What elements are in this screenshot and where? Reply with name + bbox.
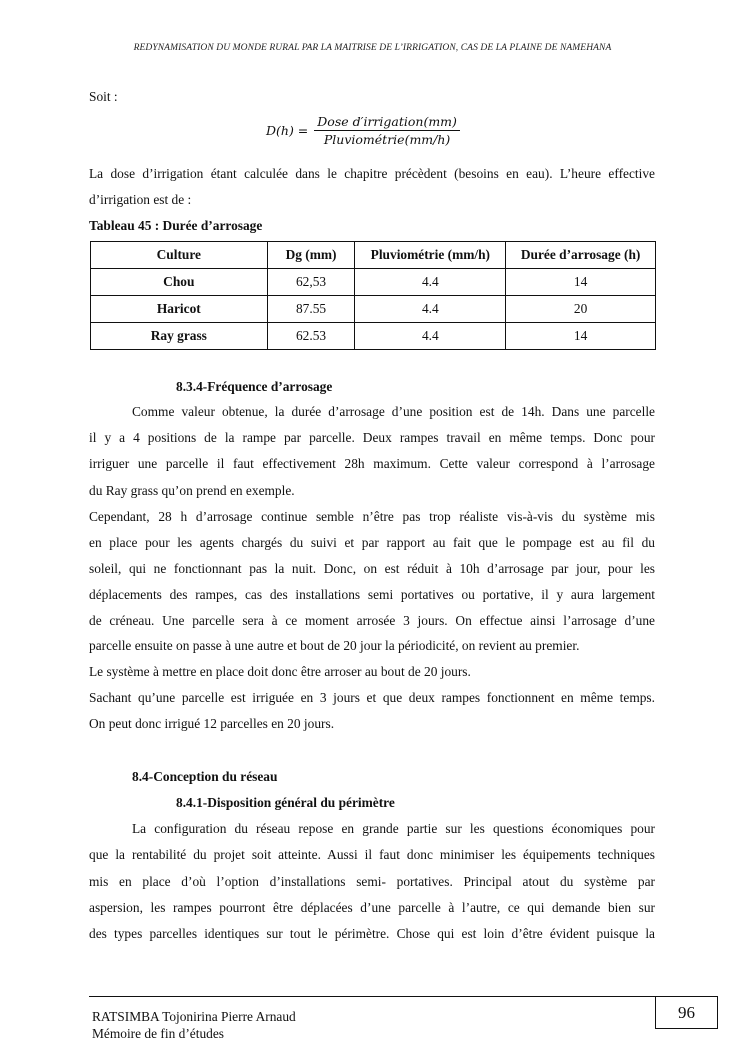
s84-line-5: des types parcelles identiques sur tout le périmètre. Chose qui est loin d’être évident puisque la (89, 926, 655, 941)
formula-lhs: D(h) = (266, 123, 309, 138)
s834-line-5: Cependant, 28 h d’arrosage continue semble n’être pas trop réaliste vis-à-vis du système mis (89, 509, 655, 524)
duration-table (90, 241, 656, 350)
section-841-title: 8.4.1-Disposition général du périmètre (176, 795, 395, 810)
table-row (91, 269, 656, 296)
cell-pluviometrie: 4.4 (355, 296, 506, 323)
s834-line-12: Sachant qu’une parcelle est irriguée en 3 jours et que deux rampes fonctionnent en même temps. (89, 690, 655, 705)
running-header: REDYNAMISATION DU MONDE RURAL PAR LA MAITRISE DE L’IRRIGATION, CAS DE LA PLAINE DE NAMEHANA (133, 43, 612, 53)
cell-culture: Ray grass (91, 323, 268, 350)
footer-rule (89, 996, 655, 997)
s834-line-1: Comme valeur obtenue, la durée d’arrosage d’une position est de 14h. Dans une parcelle (132, 404, 655, 419)
intro-line-2: d’irrigation est de : (89, 192, 192, 207)
s84-line-3: mis en place d’où l’option d’installations semi- portatives. Principal atout du système par (89, 874, 655, 889)
col-pluviometrie: Pluviométrie (mm/h) (355, 242, 506, 269)
cell-duree: 14 (506, 269, 656, 296)
s834-line-7: soleil, qui ne fonctionnant pas la nuit. Donc, on est réduit à 10h d’arrosage par jour, pour les (89, 561, 655, 576)
duration-formula (266, 114, 460, 147)
page-number: 96 (655, 996, 718, 1029)
table-row (91, 296, 656, 323)
cell-dg: 87.55 (267, 296, 355, 323)
s834-line-2: il y a 4 positions de la rampe par parcelle. Deux rampes travail en même temps. Donc pour (89, 430, 655, 445)
s834-line-10: parcelle ensuite on passe à une autre et bout de 20 jour la périodicité, on revient au premier. (89, 638, 580, 653)
s84-line-2: que la rentabilité du projet soit atteinte. Aussi il faut donc minimiser les équipements techniques (89, 847, 655, 862)
formula-fraction (314, 114, 460, 147)
s834-line-8: déplacements des rampes, cas des installations semi portatives ou portative, il y aura largement (89, 587, 655, 602)
formula-denominator: Pluviométrie(mm/h) (323, 132, 451, 147)
intro-line-1: La dose d’irrigation étant calculée dans le chapitre précèdent (besoins en eau). L’heure effective (89, 166, 655, 181)
cell-pluviometrie: 4.4 (355, 269, 506, 296)
soit-label: Soit : (89, 89, 118, 104)
formula-numerator: Dose d′irrigation(mm) (314, 114, 460, 131)
cell-culture: Haricot (91, 296, 268, 323)
s834-line-6: en place pour les agents chargés du suivi et par rapport au fait que le pompage est au fil du (89, 535, 655, 550)
s84-line-4: aspersion, les rampes pourront être déplacées d’une parcelle à l’autre, ce qui demande bien sur (89, 900, 655, 915)
cell-duree: 14 (506, 323, 656, 350)
s834-line-3: irriguer une parcelle il faut effectivement 28h maximum. Cette valeur correspond à l’arrosage (89, 456, 655, 471)
col-duree: Durée d’arrosage (h) (506, 242, 656, 269)
section-84-title: 8.4-Conception du réseau (132, 769, 278, 784)
s834-line-4: du Ray grass qu’on prend en exemple. (89, 483, 295, 498)
table-row (91, 323, 656, 350)
footer-subtitle: Mémoire de fin d’études (92, 1026, 225, 1041)
table-caption: Tableau 45 : Durée d’arrosage (89, 218, 263, 233)
cell-culture: Chou (91, 269, 268, 296)
cell-duree: 20 (506, 296, 656, 323)
s84-line-1: La configuration du réseau repose en grande partie sur les questions économiques pour (132, 821, 655, 836)
s834-line-9: de créneau. Une parcelle sera à ce moment arrosée 3 jours. On effectue ainsi l’arrosage d’une (89, 613, 655, 628)
footer-author: RATSIMBA Tojonirina Pierre Arnaud (92, 1009, 296, 1024)
col-dg: Dg (mm) (267, 242, 355, 269)
s834-line-11: Le système à mettre en place doit donc être arroser au bout de 20 jours. (89, 664, 471, 679)
section-834-title: 8.3.4-Fréquence d’arrosage (176, 379, 333, 394)
col-culture: Culture (91, 242, 268, 269)
cell-dg: 62,53 (267, 269, 355, 296)
table-header-row (91, 242, 656, 269)
cell-pluviometrie: 4.4 (355, 323, 506, 350)
s834-line-13: On peut donc irrigué 12 parcelles en 20 jours. (89, 716, 335, 731)
cell-dg: 62.53 (267, 323, 355, 350)
